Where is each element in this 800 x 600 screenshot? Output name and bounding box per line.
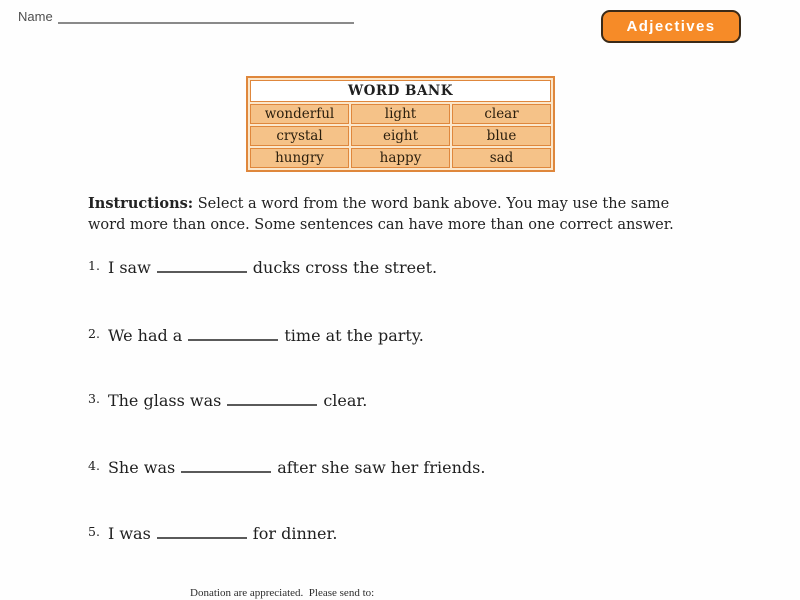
sentence-text-before: The glass was — [107, 391, 222, 410]
sentence-4 — [88, 458, 485, 477]
name-input-line[interactable] — [58, 8, 354, 24]
instructions-text: Select a word from the word bank above. You may use the same word more than once. Some sentences can have more than one correct answer. — [88, 196, 674, 233]
sentence-number: 5. — [88, 524, 100, 539]
sentence-number: 4. — [88, 458, 100, 473]
word-bank-row — [250, 104, 551, 124]
adjectives-badge-label: Adjectives — [626, 18, 716, 35]
word-bank-word: clear — [452, 104, 551, 124]
answer-blank-1[interactable] — [157, 258, 247, 273]
word-bank-row — [250, 126, 551, 146]
answer-blank-2[interactable] — [188, 326, 278, 341]
sentence-number: 3. — [88, 391, 100, 406]
word-bank-word: crystal — [250, 126, 349, 146]
sentence-number: 1. — [88, 258, 100, 273]
word-bank-word: blue — [452, 126, 551, 146]
sentence-text-after: for dinner. — [252, 524, 338, 543]
name-label: Name — [18, 9, 53, 24]
sentence-text-after: ducks cross the street. — [252, 258, 438, 277]
word-bank-table — [246, 76, 555, 172]
sentence-number: 2. — [88, 326, 100, 341]
word-bank-row — [250, 148, 551, 168]
word-bank-word: eight — [351, 126, 450, 146]
footer-note: Donation are appreciated. Please send to: — [190, 587, 375, 599]
sentence-text-before: We had a — [107, 326, 183, 345]
word-bank-word: light — [351, 104, 450, 124]
sentence-1 — [88, 258, 437, 277]
instructions-label: Instructions: — [88, 195, 194, 212]
sentence-5 — [88, 524, 338, 543]
sentence-text-before: I was — [107, 524, 151, 543]
word-bank-word: sad — [452, 148, 551, 168]
instructions — [88, 194, 710, 235]
word-bank-header-row — [250, 80, 551, 102]
word-bank-word: hungry — [250, 148, 349, 168]
sentence-text-after: after she saw her friends. — [277, 458, 486, 477]
sentence-3 — [88, 391, 367, 410]
sentence-text-after: time at the party. — [284, 326, 424, 345]
answer-blank-4[interactable] — [181, 458, 271, 473]
answer-blank-5[interactable] — [157, 524, 247, 539]
word-bank-word: happy — [351, 148, 450, 168]
adjectives-badge — [601, 10, 741, 43]
word-bank-title: WORD BANK — [250, 80, 551, 102]
word-bank-word: wonderful — [250, 104, 349, 124]
sentence-text-after: clear. — [323, 391, 368, 410]
sentence-text-before: I saw — [107, 258, 151, 277]
sentence-2 — [88, 326, 424, 345]
answer-blank-3[interactable] — [227, 391, 317, 406]
sentence-text-before: She was — [107, 458, 176, 477]
